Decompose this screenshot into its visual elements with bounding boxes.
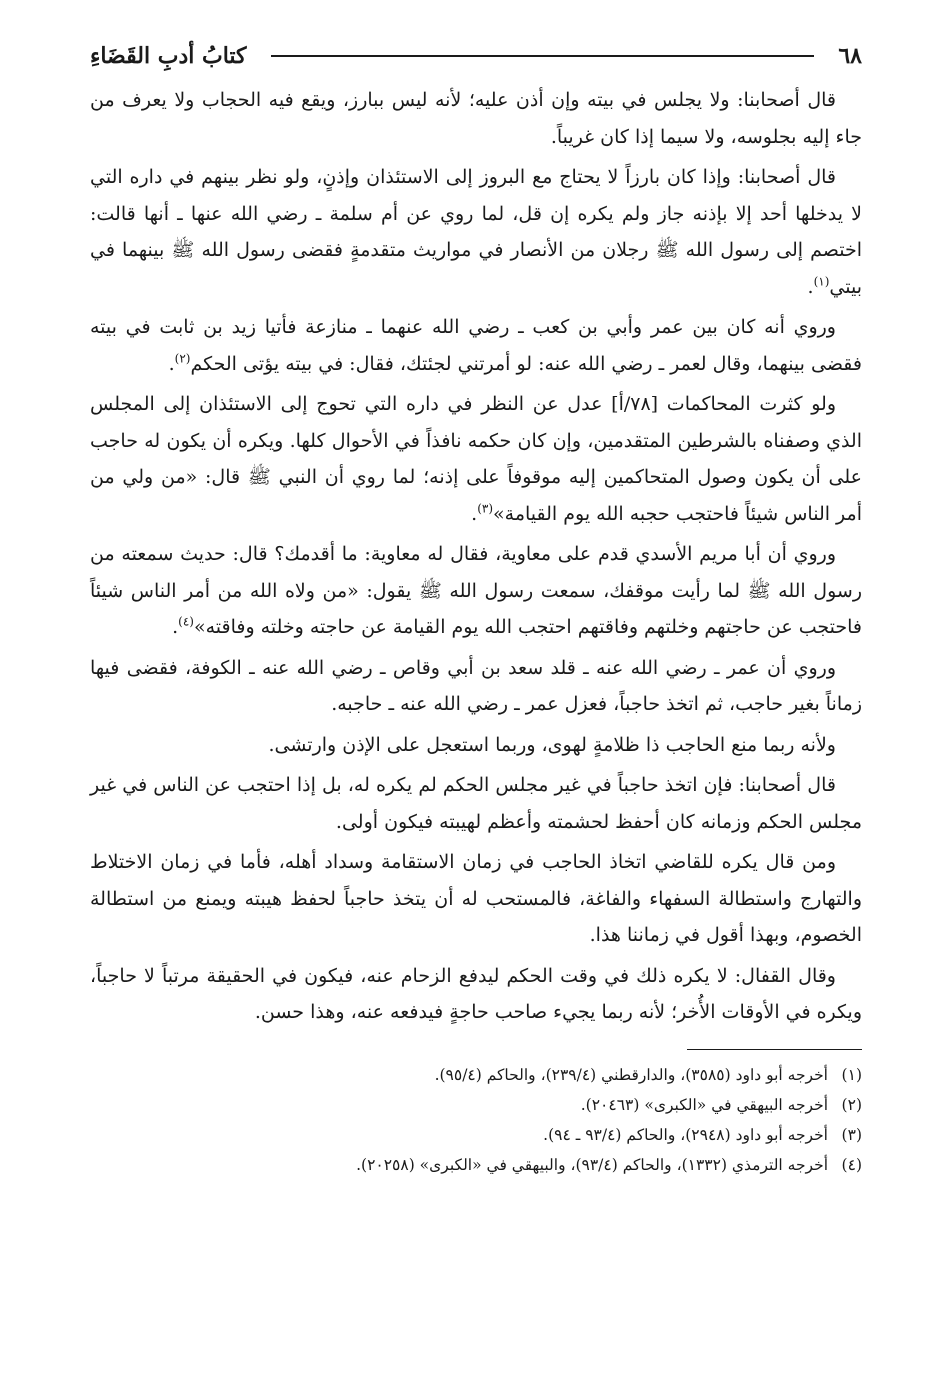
paragraph: ولو كثرت المحاكمات [٧٨/أ] عدل عن النظر في داره التي تحوج إلى الاستئذان إلى المجلس الذي وصفناه بالشرطين المتقدمين، وإن كان حكمه نافذاً في الأحوال كلها. ويكره أن يكون له حاجب على أن يكون وصول المتحاكمين إليه موقوفاً على إذنه؛ لما روي أن النبي ﷺ قال: «من ولي من أمر الناس شيئاً فاحتجب حجبه الله يوم القيامة»$^{(٣)}$. <box>90 393 862 525</box>
paragraph: ومن قال يكره للقاضي اتخاذ الحاجب في زمان الاستقامة وسداد أهله، فأما في زمان الاختلاط والتهارج واستطالة السفهاء والفاغة، فالمستحب له أن يتخذ حاجباً لحفظ هيبته ويمنع من استطالة الخصوم، وبهذا أقول في زماننا هذا. <box>90 851 862 946</box>
footnotes <box>90 1060 862 1180</box>
paragraph: وروي أن أبا مريم الأسدي قدم على معاوية، فقال له معاوية: ما أقدمك؟ قال: حديث سمعته من رسول الله ﷺ لما رأيت موقفك، سمعت رسول الله ﷺ يقول: «من ولاه الله من أمر الناس شيئاً فاحتجب عن حاجتهم وخلتهم وفاقتهم احتجب الله يوم القيامة عن حاجته وخلته وفاقته»$^{(٤)}$. <box>90 543 862 638</box>
page-header <box>90 36 862 76</box>
main-text <box>90 82 862 1031</box>
footnote-ref: (٤) <box>178 614 194 629</box>
book-title: كتابُ أدبِ القَضَاءِ <box>90 43 247 69</box>
header-divider <box>271 55 815 57</box>
footnote-text: أخرجه أبو داود (٢٩٤٨)، والحاكم (٩٣/٤ ـ ٩٤). <box>543 1125 828 1144</box>
page-number: ٦٨ <box>838 43 862 69</box>
paragraph: قال أصحابنا: ولا يجلس في بيته وإن أذن عليه؛ لأنه ليس ببارز، ويقع فيه الحجاب ولا يعرف من جاء إليه بجلوسه، ولا سيما إذا كان غريباً. <box>90 89 862 148</box>
footnote-text: أخرجه البيهقي في «الكبرى» (٢٠٤٦٣). <box>580 1095 828 1114</box>
book-page <box>90 36 862 1180</box>
footnote-text: أخرجه الترمذي (١٣٣٢)، والحاكم (٩٣/٤)، والبيهقي في «الكبرى» (٢٠٢٥٨). <box>356 1155 828 1174</box>
footnote-ref: (٢) <box>174 351 191 366</box>
paragraph: قال أصحابنا: فإن اتخذ حاجباً في غير مجلس الحكم لم يكره له، بل إذا احتجب عن الناس في غير مجلس الحكم وزمانه كان أحفظ لحشمته وأعظم لهيبته فيكون أولى. <box>90 774 862 833</box>
paragraph: وروي أن عمر ـ رضي الله عنه ـ قلد سعد بن أبي وقاص ـ رضي الله عنه ـ الكوفة، فقضى فيها زماناً بغير حاجب، ثم اتخذ حاجباً، فعزل عمر ـ رضي الله عنه ـ حاجبه. <box>90 656 862 715</box>
footnote-number: (٤) <box>841 1155 862 1174</box>
footnote <box>90 1120 862 1150</box>
paragraph: وروي أنه كان بين عمر وأبي بن كعب ـ رضي الله عنهما ـ منازعة فأتيا زيد بن ثابت في بيته فقضى بينهما، وقال لعمر ـ رضي الله عنه: لو أمرتني لجئتك، فقال: في بيته يؤتى الحكم$^{(٢)}$. <box>90 316 862 375</box>
footnote-number: (١) <box>841 1065 862 1084</box>
footnote <box>90 1150 862 1180</box>
footnote <box>90 1060 862 1090</box>
footnote <box>90 1090 862 1120</box>
footnote-divider <box>687 1049 862 1050</box>
paragraph: ولأنه ربما منع الحاجب ذا ظلامةٍ لهوى، وربما استعجل على الإذن وارتشى. <box>268 733 836 756</box>
paragraph: قال أصحابنا: وإذا كان بارزاً لا يحتاج مع البروز إلى الاستئذان وإذنٍ، ولو نظر بينهم في داره التي لا يدخلها أحد إلا بإذنه جاز ولم يكره إن قل، لما روي عن أم سلمة ـ رضي الله عنها ـ أنها قالت: اختصم إلى رسول الله ﷺ رجلان من الأنصار في مواريث متقدمةٍ فقضى رسول الله ﷺ بينهما في بيتي$^{(١)}$. <box>90 166 862 298</box>
footnote-ref: (٣) <box>477 501 494 516</box>
footnote-number: (٣) <box>841 1125 862 1144</box>
footnote-number: (٢) <box>841 1095 862 1114</box>
footnote-ref: (١) <box>813 274 830 289</box>
paragraph: وقال القفال: لا يكره ذلك في وقت الحكم ليدفع الزحام عنه، فيكون في الحقيقة مرتباً لا حاجباً، ويكره في الأوقات الأُخر؛ لأنه ربما يجيء صاحب حاجةٍ فيدفعه عنه، وهذا حسن. <box>90 964 862 1023</box>
footnote-text: أخرجه أبو داود (٣٥٨٥)، والدارقطني (٢٣٩/٤)، والحاكم (٩٥/٤). <box>434 1065 828 1084</box>
